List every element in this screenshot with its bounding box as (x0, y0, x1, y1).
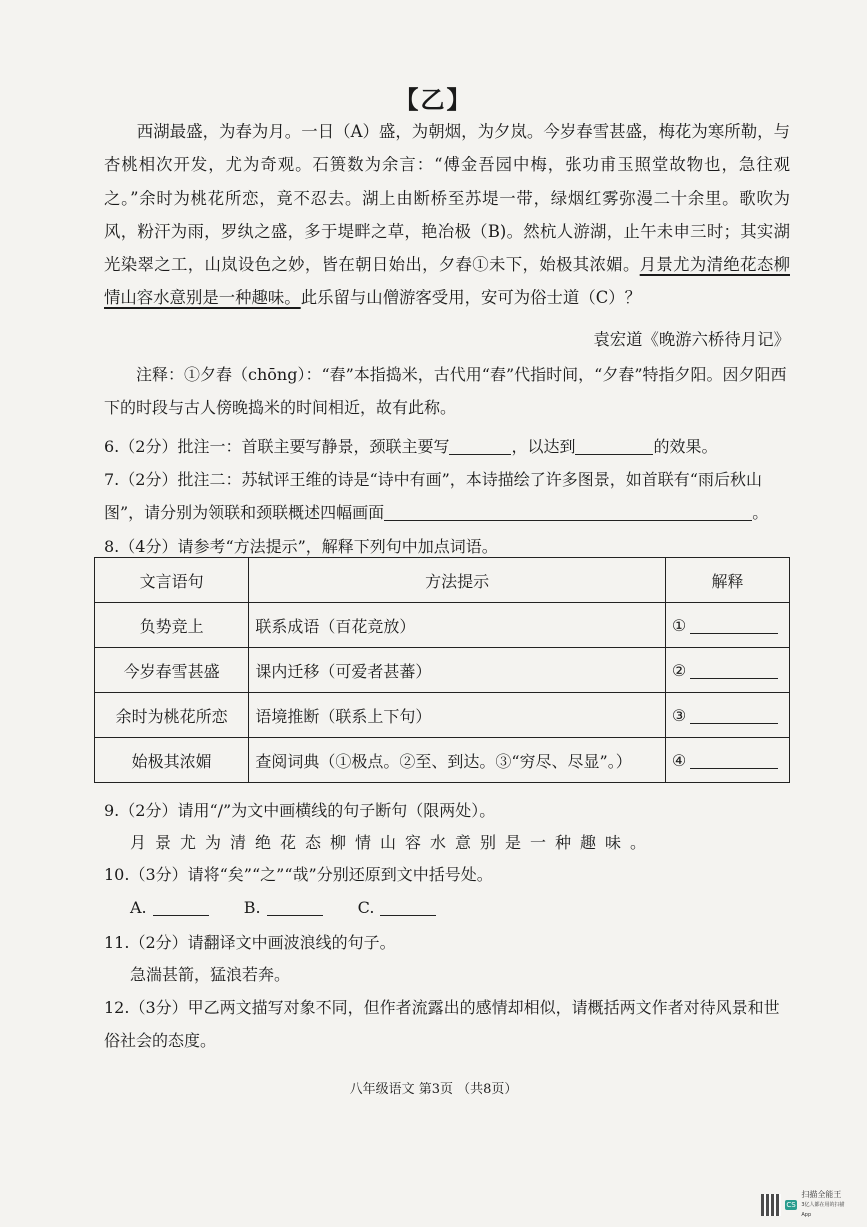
table-row (95, 693, 790, 738)
qr-code-icon (761, 1194, 781, 1216)
row-sentence: 余时为桃花所恋 (95, 693, 249, 738)
question-6 (104, 430, 794, 463)
table-row (95, 738, 790, 783)
row-hint: 联系成语（百花竞放） (249, 603, 666, 648)
annotation-note: 注释：①夕舂（chōng）：“舂”本指捣米，古代用“舂”代指时间，“夕舂”特指夕阳。因夕阳西下的时段与古人傍晚捣米的时间相近，故有此称。 (104, 365, 787, 417)
question-7 (104, 463, 794, 529)
header-sentence: 文言语句 (95, 558, 249, 603)
watermark-line-1: 扫描全能王 (801, 1190, 842, 1199)
q7-line-2: 图”，请分别为领联和颈联概述四幅画面 (104, 503, 385, 522)
header-hint: 方法提示 (249, 558, 666, 603)
answer-blank[interactable] (690, 660, 778, 679)
q6-blank-1[interactable] (449, 436, 511, 455)
row-answer[interactable] (665, 738, 789, 783)
app-logo-icon: CS (786, 1201, 796, 1209)
q6-text-mid: ，以达到 (511, 437, 576, 456)
row-hint: 查阅词典（①极点。②至、到达。③“穷尽、尽显”。） (249, 738, 666, 783)
q7-line-1: 7.（2分）批注二：苏轼评王维的诗是“诗中有画”，本诗描绘了许多图景，如首联有“雨后秋山 (104, 470, 762, 489)
row-hint: 语境推断（联系上下句） (249, 693, 666, 738)
section-title: 【乙】 (394, 85, 473, 114)
table-row (95, 648, 790, 693)
row-hint: 课内迁移（可爱者甚蕃） (249, 648, 666, 693)
answer-mark: ④ (671, 751, 687, 770)
q12-line-1: 12.（3分）甲乙两文描写对象不同，但作者流露出的感情却相似，请概括两文作者对待风景和世 (104, 998, 780, 1017)
answer-blank[interactable] (690, 750, 778, 769)
passage-source: 袁宏道《晚游六桥待月记》 (593, 330, 790, 349)
answer-mark: ③ (671, 706, 687, 725)
q6-text-post: 的效果。 (653, 437, 718, 456)
answer-mark: ② (671, 661, 687, 680)
row-answer[interactable] (665, 693, 789, 738)
answer-mark: ① (671, 616, 687, 635)
scanner-watermark (761, 1190, 849, 1218)
watermark-line-2: 3亿人都在用的扫描App (801, 1202, 845, 1218)
q6-text: 6.（2分）批注一：首联主要写静景，颈联主要写 (104, 437, 450, 456)
watermark-text (801, 1190, 849, 1220)
q10-label-a: A. (130, 898, 147, 917)
passage-text-end: 此乐留与山僧游客受用，安可为俗士道（C）？ (300, 288, 642, 308)
table-row (95, 603, 790, 648)
question-10-stem: 10.（3分）请将“矣”“之”“哉”分别还原到文中括号处。 (104, 865, 493, 884)
question-9-stem: 9.（2分）请用“/”为文中画横线的句子断句（限两处）。 (104, 801, 496, 820)
answer-blank[interactable] (690, 705, 778, 724)
row-sentence: 始极其浓媚 (95, 738, 249, 783)
q10-blank-b[interactable] (267, 897, 323, 916)
q7-end: 。 (752, 503, 769, 522)
q12-line-2: 俗社会的态度。 (104, 1031, 217, 1050)
page-footer: 八年级语文 第3页 （共8页） (349, 1082, 518, 1097)
q10-blank-a[interactable] (153, 897, 209, 916)
row-sentence: 负势竞上 (95, 603, 249, 648)
q10-label-c: C. (357, 898, 375, 917)
q10-label-b: B. (243, 898, 261, 917)
q7-blank[interactable] (384, 502, 752, 521)
classical-passage (104, 115, 790, 315)
q11-sentence: 急湍甚箭，猛浪若奔。 (130, 965, 291, 984)
row-answer[interactable] (665, 603, 789, 648)
row-sentence: 今岁春雪甚盛 (95, 648, 249, 693)
q9-sentence: 月景尤为清绝花态柳情山容水意别是一种趣味。 (130, 833, 656, 852)
underlined-sentence: 月景尤为清绝花态柳情山容水意别是一种趣味。 (104, 255, 790, 308)
method-table (94, 557, 790, 783)
q10-blank-c[interactable] (380, 897, 436, 916)
passage-text: 西湖最盛，为春为月。一日（A）盛，为朝烟，为夕岚。今岁春雪甚盛，梅花为寒所勒，与杏桃相次开发，尤为奇观。石篑数为余言：“傅金吾园中梅，张功甫玉照堂故物也，急往观之。”余时为桃花所恋，竟不忍去。湖上由断桥至苏堤一带，绿烟红雾弥漫二十余里。歌吹为风，粉汗为雨，罗纨之盛，多于堤畔之草，艳冶极（B)。然杭人游湖，止午未申三时；其实湖光染翠之工，山岚设色之妙，皆在朝日始出，夕舂①未下，始极其浓媚。 (104, 122, 790, 275)
row-answer[interactable] (665, 648, 789, 693)
q6-blank-2[interactable] (575, 436, 653, 455)
header-explanation: 解释 (665, 558, 789, 603)
question-8-stem: 8.（4分）请参考“方法提示”，解释下列句中加点词语。 (104, 537, 498, 556)
question-11-stem: 11.（2分）请翻译文中画波浪线的句子。 (104, 933, 396, 952)
q10-blanks (130, 893, 436, 923)
answer-blank[interactable] (690, 615, 778, 634)
question-12 (104, 991, 794, 1057)
